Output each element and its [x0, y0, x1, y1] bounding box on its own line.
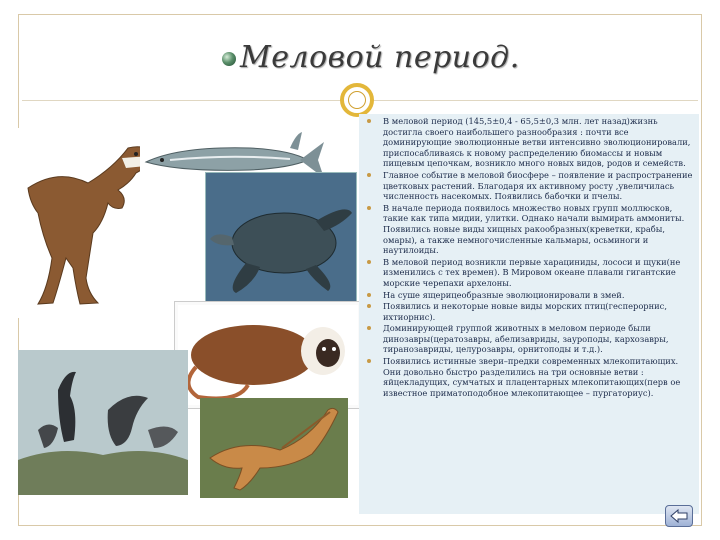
sea-turtle-image [205, 172, 357, 302]
bullet-item: Появились и некоторые новые виды морских птиц(гесперорнис, ихтиорнис). [383, 301, 695, 322]
gold-ring-icon [340, 83, 374, 117]
bullet-item: Появились истинные звери–предки современных млекопитающих. Они довольно быстро разделились на три основные ветви : яйцекладущих, сумчатых и плацентарных млекопитающих(перв ое известное приматоподобное млекопитающее – пургаториус). [383, 356, 695, 398]
bullet-item: В меловой период возникли первые харациниды, лососи и щуки(не изменились с тех времен). В Мировом океане плавали гигантские морские черепахи архелоны. [383, 257, 695, 289]
bullet-item: В меловой период (145,5±0,4 - 65,5±0,3 млн. лет назад)жизнь достигла своего наибольшего разнообразия : почти все доминирующие эволюционные ветви интенсивно эволюционировали, приспосабливаясь к новому распределению биомассы и новым пищевым цепочкам, возникло много новых видов, родов и семейств. [383, 116, 695, 169]
small-dinosaur-image [200, 398, 348, 498]
back-arrow-icon [666, 506, 692, 526]
bullet-item: Главное событие в меловой биосфере – появление и распространение цветковых растений. Благодаря их активному росту ,увеличилась численность насекомых. Появились бабочки и пчелы. [383, 170, 695, 202]
text-panel [359, 114, 699, 514]
bullet-item: Доминирующей группой животных в меловом периоде были динозавры(цератозавры, абелизавриды, зауроподы, кархозавры, тиранозавриды, целурозавры, орнитоподы и т.д.). [383, 323, 695, 355]
bullet-item: На суше ящерицеобразные эволюционировали в змей. [383, 290, 695, 301]
slide-title: Меловой период. [240, 40, 520, 75]
ring-inner [348, 91, 366, 109]
bullet-item: В начале периода появилось множество новых групп моллюсков, такие как типа мидии, улитки. Однако начали вымирать аммониты. Появились новые виды хищных ракообразных(креветки, крабы, омары), а также немногочисленные кальмары, осьминоги и наутилоиды. [383, 203, 695, 256]
sea-birds-image [18, 350, 188, 495]
green-sphere-icon [222, 52, 236, 66]
back-button[interactable] [665, 505, 693, 527]
mammal-image [175, 302, 361, 408]
bullet-list [363, 116, 695, 398]
